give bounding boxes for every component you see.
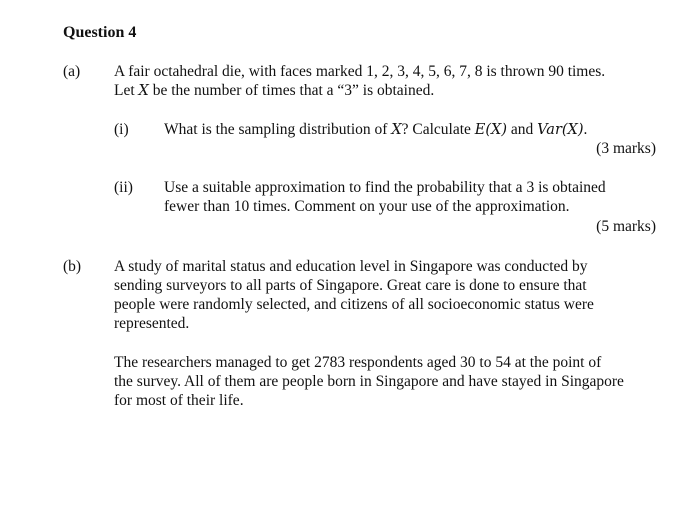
sub-i-question: What is the sampling distribution of X? Calculate E(X) and Var(X). <box>164 121 588 138</box>
part-b-para2-line3: for most of their life. <box>114 392 244 409</box>
part-b-para1-line2: sending surveyors to all parts of Singapore. Great care is done to ensure that <box>114 277 587 294</box>
question-title: Question 4 <box>63 24 137 41</box>
part-b-para1-line4: represented. <box>114 315 190 332</box>
part-b-para2-line2: the survey. All of them are people born in Singapore and have stayed in Singapore <box>114 373 624 390</box>
part-a-intro-line2: Let X be the number of times that a “3” is obtained. <box>114 82 435 99</box>
part-b-para2-line1: The researchers managed to get 2783 respondents aged 30 to 54 at the point of <box>114 354 602 371</box>
sub-ii-line2: fewer than 10 times. Comment on your use of the approximation. <box>164 198 570 215</box>
part-a-label: (a) <box>63 63 81 80</box>
part-b-para1-line1: A study of marital status and education level in Singapore was conducted by <box>114 258 588 275</box>
sub-ii-marks: (5 marks) <box>596 218 656 235</box>
sub-i-marks: (3 marks) <box>596 140 656 157</box>
part-a-intro-line1: A fair octahedral die, with faces marked 1, 2, 3, 4, 5, 6, 7, 8 is thrown 90 times. <box>114 63 606 80</box>
part-b-para1-line3: people were randomly selected, and citizens of all socioeconomic status were <box>114 296 594 313</box>
sub-ii-line1: Use a suitable approximation to find the probability that a 3 is obtained <box>164 179 606 196</box>
sub-ii-label: (ii) <box>114 179 133 196</box>
sub-i-label: (i) <box>114 121 129 138</box>
part-b-label: (b) <box>63 258 82 275</box>
